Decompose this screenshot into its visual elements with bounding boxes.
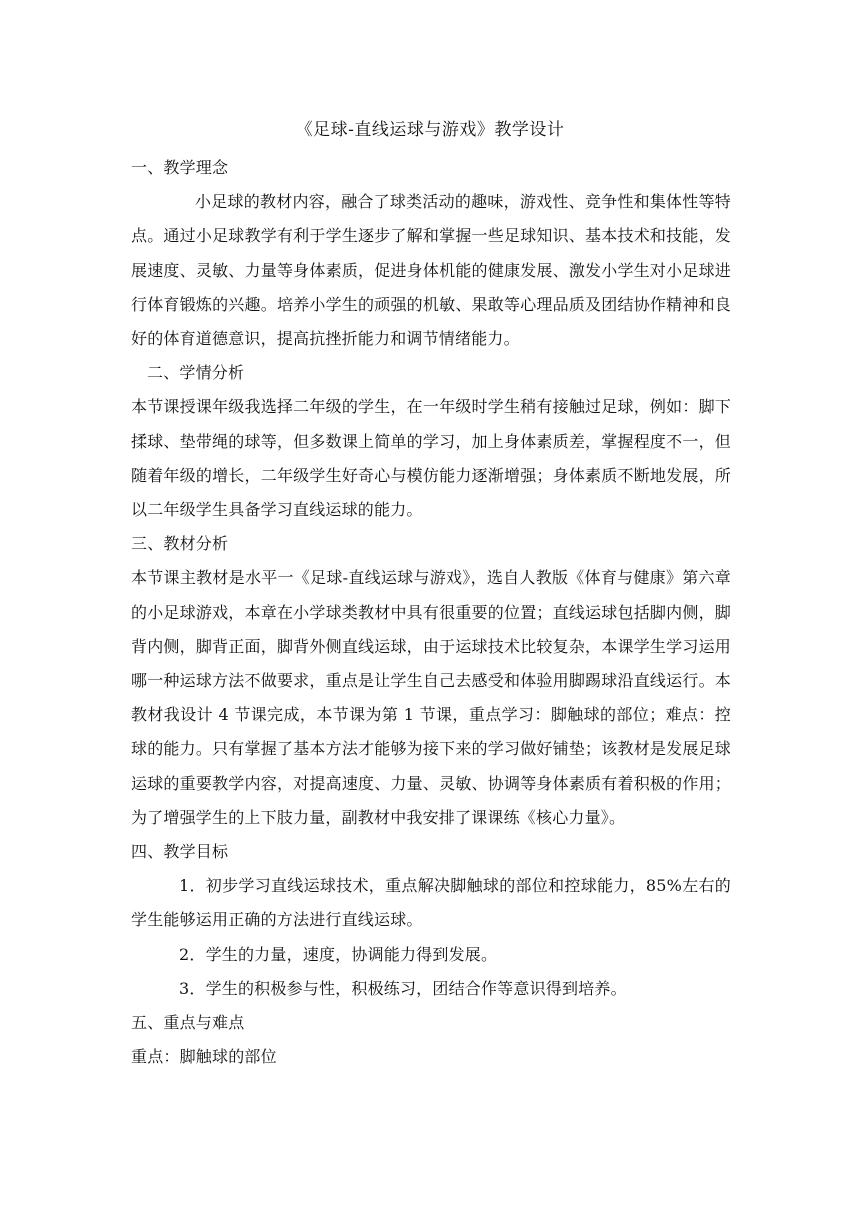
section-heading-material-analysis: 三、教材分析 — [131, 534, 229, 554]
section-heading-philosophy: 一、教学理念 — [131, 158, 229, 177]
section-heading-teaching-goals: 四、教学目标 — [131, 842, 229, 862]
section-heading-student-analysis: 二、学情分析 — [147, 363, 245, 383]
paragraph-student-analysis: 本节课授课年级我选择二年级的学生，在一年级时学生稍有接触过足球，例如：脚下揉球、垫带绳的球等，但多数课上简单的学习，加上身体素质差，掌握程度不一，但随着年级的增长，二年级学生好奇心与模仿能力逐渐增强；身体素质不断地发展，所以二年级学生具备学习直线运球的能力。 — [131, 397, 731, 520]
paragraph-material-analysis: 本节课主教材是水平一《足球-直线运球与游戏》，选自人教版《体育与健康》第六章的小足球游戏，本章在小学球类教材中具有很重要的位置；直线运球包括脚内侧，脚背内侧，脚背正面，脚背外侧直线运球，由于运球技术比较复杂，本课学生学习运用哪一种运球方法不做要求，重点是让学生自己去感受和体验用脚踢球沿直线运行。本教材我设计 4 节课完成，本节课为第 1 节课，重点学习：脚触球的部位；难点：控球的能力。只有掌握了基本方法才能够为接下来的学习做好铺垫；该教材是发展足球运球的重要教学内容，对提高速度、力量、灵敏、协调等身体素质有着积极的作用；为了增强学生的上下肢力量，副教材中我安排了课课练《核心力量》。 — [131, 568, 731, 827]
goal-item-2: 2．学生的力量，速度，协调能力得到发展。 — [179, 944, 498, 964]
goal-item-1: 1．初步学习直线运球技术，重点解决脚触球的部位和控球能力，85%左右的学生能够运用正确的方法进行直线运球。 — [131, 876, 731, 930]
paragraph-philosophy: 小足球的教材内容，融合了球类活动的趣味，游戏性、竞争性和集体性等特点。通过小足球教学有利于学生逐步了解和掌握一些足球知识、基本技术和技能，发展速度、灵敏、力量等身体素质，促进身体机能的健康发展、激发小学生对小足球进行体育锻炼的兴趣。培养小学生的顽强的机敏、果敢等心理品质及团结协作精神和良好的体育道德意识，提高抗挫折能力和调节情绪能力。 — [131, 192, 731, 349]
goal-item-3: 3．学生的积极参与性，积极练习，团结合作等意识得到培养。 — [179, 978, 627, 998]
section-heading-key-points: 五、重点与难点 — [131, 1013, 245, 1033]
key-point-text: 重点：脚触球的部位 — [131, 1047, 277, 1067]
document-title: 《足球-直线运球与游戏》教学设计 — [295, 120, 565, 140]
document-body — [131, 151, 731, 1074]
